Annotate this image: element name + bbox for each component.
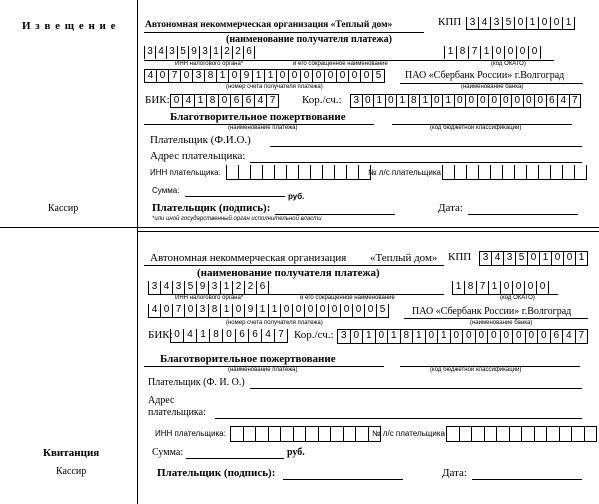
receipt-payer-line xyxy=(250,388,582,389)
payer-ls-cell[interactable] xyxy=(503,165,515,179)
notice-org-line xyxy=(144,32,424,33)
notice-address-line xyxy=(250,162,582,163)
kor-digit: 0 xyxy=(451,330,464,343)
notice-date-field[interactable] xyxy=(468,214,578,215)
oktmo-digit: 0 xyxy=(529,46,541,59)
notice-kpp-label: КПП xyxy=(438,16,462,28)
payer-ls-cell[interactable] xyxy=(510,427,523,441)
receipt-kpp-label: КПП xyxy=(448,251,472,263)
notice-inn-caption: ИНН налогового органа* xyxy=(175,61,244,67)
oktmo-digit: 0 xyxy=(513,281,525,294)
receipt-date-label: Дата: xyxy=(442,467,467,479)
notice-org-name: Автономная некоммерческая организация «Теплый дом» xyxy=(145,20,393,30)
kpp-digit: 3 xyxy=(491,17,503,29)
account-digit: 0 xyxy=(161,304,173,317)
bik-digit: 1 xyxy=(195,95,207,107)
account-digit: 0 xyxy=(361,70,373,82)
receipt-inn-cells xyxy=(148,281,269,294)
kor-digit: 1 xyxy=(443,95,455,107)
kpp-digit: 5 xyxy=(516,252,528,265)
account-digit: 5 xyxy=(373,70,385,82)
kpp-digit: 1 xyxy=(563,17,575,29)
inn-digit: 6 xyxy=(257,281,269,294)
kor-digit: 0 xyxy=(501,330,514,343)
kor-digit: 0 xyxy=(512,95,524,107)
account-digit: 1 xyxy=(253,70,265,82)
kpp-digit: 0 xyxy=(551,17,563,29)
payer-inn-cell[interactable] xyxy=(335,165,347,179)
kor-digit: 0 xyxy=(489,95,501,107)
kpp-digit: 0 xyxy=(552,252,564,265)
kpp-digit: 1 xyxy=(576,252,588,265)
kor-digit: 1 xyxy=(420,95,432,107)
notice-account-caption: (номер счета получателя платежа) xyxy=(226,84,323,90)
kor-digit: 6 xyxy=(547,95,559,107)
kor-digit: 0 xyxy=(476,330,489,343)
notice-rub-label: руб. xyxy=(288,192,305,201)
kor-digit: 0 xyxy=(463,330,476,343)
payer-inn-cell[interactable] xyxy=(269,427,282,441)
account-digit: 0 xyxy=(233,304,245,317)
receipt-purpose: Благотворительное пожертвование xyxy=(160,353,336,365)
oktmo-digit: 7 xyxy=(469,46,481,59)
notice-bik-label: БИК: xyxy=(145,94,170,106)
inn-digit: 9 xyxy=(189,46,200,59)
payer-inn-cell[interactable] xyxy=(227,165,239,179)
account-digit: 9 xyxy=(241,70,253,82)
notice-account-cells xyxy=(144,69,385,83)
kpp-digit: 0 xyxy=(515,17,527,29)
notice-kor-label: Кор./сч.: xyxy=(302,94,342,106)
payer-ls-cell[interactable] xyxy=(535,427,548,441)
kor-digit: 0 xyxy=(455,95,467,107)
bik-digit: 8 xyxy=(210,329,223,342)
payer-ls-cell[interactable] xyxy=(563,165,575,179)
oktmo-digit: 0 xyxy=(501,281,513,294)
kor-digit: 7 xyxy=(576,330,589,343)
payer-ls-cell[interactable] xyxy=(585,427,598,441)
oktmo-digit: 0 xyxy=(505,46,517,59)
payer-inn-cell[interactable] xyxy=(256,427,269,441)
bik-digit: 0 xyxy=(171,329,184,342)
bik-digit: 7 xyxy=(275,329,288,342)
account-digit: 7 xyxy=(173,304,185,317)
notice-purpose: Благотворительное пожертвование xyxy=(170,111,346,123)
oktmo-digit: 8 xyxy=(465,281,477,294)
receipt-payer-inn-cells[interactable] xyxy=(230,426,381,442)
inn-digit: 1 xyxy=(211,46,222,59)
payer-inn-cell[interactable] xyxy=(311,165,323,179)
notice-footnote: *или иной государственный орган исполнительной власти xyxy=(152,216,322,222)
receipt-short-caption: и его сокращенное наименование xyxy=(300,295,395,301)
receipt-inn-caption: ИНН налогового органа* xyxy=(175,295,244,301)
bik-digit: 0 xyxy=(219,95,231,107)
kor-digit: 8 xyxy=(401,330,414,343)
notice-oktmo-cells xyxy=(444,46,541,59)
kor-digit: 4 xyxy=(558,95,570,107)
payer-inn-cell[interactable] xyxy=(275,165,287,179)
payer-ls-cell[interactable] xyxy=(547,427,560,441)
receipt-sum-field[interactable] xyxy=(186,458,284,459)
kor-digit: 0 xyxy=(513,330,526,343)
kor-digit: 8 xyxy=(409,95,421,107)
inn-digit: 2 xyxy=(233,46,244,59)
account-digit: 1 xyxy=(265,70,277,82)
account-digit: 7 xyxy=(169,70,181,82)
account-digit: 0 xyxy=(305,304,317,317)
account-digit: 0 xyxy=(317,304,329,317)
notice-sum-label: Сумма: xyxy=(152,186,180,195)
kor-digit: 0 xyxy=(524,95,536,107)
kor-digit: 3 xyxy=(338,330,351,343)
account-digit: 0 xyxy=(353,304,365,317)
inn-digit: 2 xyxy=(222,46,233,59)
oktmo-digit: 1 xyxy=(489,281,501,294)
account-digit: 0 xyxy=(277,70,289,82)
notice-kor-cells xyxy=(350,94,581,108)
notice-address-label: Адрес плательщика: xyxy=(150,150,246,162)
receipt-kor-cells xyxy=(337,329,588,344)
bik-digit: 4 xyxy=(183,95,195,107)
account-digit: 0 xyxy=(325,70,337,82)
inn-digit: 3 xyxy=(145,46,156,59)
payer-inn-cell[interactable] xyxy=(281,427,294,441)
account-digit: 3 xyxy=(193,70,205,82)
kpp-digit: 1 xyxy=(527,17,539,29)
kor-digit: 0 xyxy=(376,330,389,343)
kor-digit: 1 xyxy=(438,330,451,343)
kpp-digit: 5 xyxy=(503,17,515,29)
account-digit: 0 xyxy=(289,70,301,82)
payer-inn-cell[interactable] xyxy=(231,427,244,441)
receipt-bank-caption: (наименование банка) xyxy=(470,320,533,326)
bik-digit: 6 xyxy=(243,95,255,107)
account-digit: 8 xyxy=(209,304,221,317)
bik-digit: 0 xyxy=(171,95,183,107)
kor-digit: 6 xyxy=(551,330,564,343)
account-digit: 0 xyxy=(341,304,353,317)
receipt-signature-field[interactable] xyxy=(283,479,403,480)
notice-sum-field[interactable] xyxy=(185,196,285,197)
bik-digit: 1 xyxy=(197,329,210,342)
receipt-bik-label: БИК: xyxy=(148,329,173,341)
inn-digit: 6 xyxy=(244,46,255,59)
bik-digit: 4 xyxy=(262,329,275,342)
kpp-digit: 3 xyxy=(467,17,479,29)
kor-digit: 0 xyxy=(426,330,439,343)
kpp-digit: 0 xyxy=(528,252,540,265)
bik-digit: 0 xyxy=(223,329,236,342)
kor-digit: 1 xyxy=(363,330,376,343)
account-digit: 4 xyxy=(149,304,161,317)
section-divider xyxy=(0,227,599,228)
payer-inn-cell[interactable] xyxy=(251,165,263,179)
section-divider-inner xyxy=(137,231,599,232)
inn-digit: 9 xyxy=(197,281,209,294)
payer-inn-cell[interactable] xyxy=(347,165,359,179)
notice-short-caption: и его сокращенное наименование xyxy=(293,61,388,67)
oktmo-digit: 0 xyxy=(517,46,529,59)
kpp-digit: 0 xyxy=(564,252,576,265)
payer-ls-cell[interactable] xyxy=(485,427,498,441)
payer-ls-cell[interactable] xyxy=(575,165,587,179)
receipt-address-line xyxy=(215,418,582,419)
account-digit: 1 xyxy=(217,70,229,82)
receipt-bank-name: ПАО «Сбербанк России» г.Волгоград xyxy=(412,306,572,317)
inn-digit: 3 xyxy=(173,281,185,294)
notice-payer-ls-label: № л/с плательщика xyxy=(368,168,441,177)
receipt-kpp-cells xyxy=(479,251,588,266)
kor-digit: 0 xyxy=(466,95,478,107)
kor-digit: 0 xyxy=(351,330,364,343)
inn-digit: 4 xyxy=(161,281,173,294)
kor-digit: 0 xyxy=(526,330,539,343)
payer-ls-cell[interactable] xyxy=(472,427,485,441)
kpp-digit: 3 xyxy=(480,252,492,265)
notice-payer-inn-label: ИНН плательщика: xyxy=(150,168,221,177)
notice-payer-inn-cells[interactable] xyxy=(226,165,371,180)
receipt-signature-label: Плательщик (подпись): xyxy=(157,467,276,479)
inn-digit: 3 xyxy=(200,46,211,59)
bik-digit: 6 xyxy=(231,95,243,107)
account-digit: 1 xyxy=(257,304,269,317)
notice-cashier-label: Кассир xyxy=(48,203,79,214)
kor-digit: 4 xyxy=(563,330,576,343)
payer-ls-cell[interactable] xyxy=(455,165,467,179)
notice-bik-cells xyxy=(170,94,279,108)
payer-ls-cell[interactable] xyxy=(572,427,585,441)
account-digit: 0 xyxy=(293,304,305,317)
receipt-date-field[interactable] xyxy=(472,479,582,480)
kor-digit: 0 xyxy=(386,95,398,107)
kor-digit: 0 xyxy=(363,95,375,107)
payer-inn-cell[interactable] xyxy=(331,427,344,441)
inn-digit: 3 xyxy=(167,46,178,59)
receipt-payer-ls-cells[interactable] xyxy=(446,426,597,442)
notice-date-label: Дата: xyxy=(438,202,463,214)
inn-digit: 2 xyxy=(245,281,257,294)
account-digit: 9 xyxy=(245,304,257,317)
bik-digit: 8 xyxy=(207,95,219,107)
receipt-bik-cells xyxy=(170,329,288,343)
kor-digit: 1 xyxy=(397,95,409,107)
kpp-digit: 4 xyxy=(492,252,504,265)
payer-inn-cell[interactable] xyxy=(344,427,357,441)
bik-digit: 4 xyxy=(184,329,197,342)
receipt-address-label: Адрес xyxy=(148,395,175,406)
notice-budget-caption: (код бюджетной классификации) xyxy=(430,125,522,131)
account-digit: 0 xyxy=(229,70,241,82)
payer-ls-cell[interactable] xyxy=(447,427,460,441)
account-digit: 0 xyxy=(349,70,361,82)
receipt-org-line xyxy=(144,265,444,266)
account-digit: 0 xyxy=(313,70,325,82)
inn-digit: 4 xyxy=(156,46,167,59)
receipt-payer-ls-label: № л/с плательщика xyxy=(372,429,445,438)
inn-digit: 3 xyxy=(209,281,221,294)
oktmo-digit: 1 xyxy=(445,46,457,59)
bik-digit: 4 xyxy=(255,95,267,107)
account-digit: 0 xyxy=(181,70,193,82)
receipt-oktmo-cells xyxy=(452,281,549,294)
account-digit: 4 xyxy=(145,70,157,82)
account-digit: 0 xyxy=(157,70,169,82)
inn-digit: 5 xyxy=(178,46,189,59)
notice-bank-caption: (наименование банка) xyxy=(461,84,524,90)
account-digit: 0 xyxy=(329,304,341,317)
kor-digit: 3 xyxy=(351,95,363,107)
kor-digit: 7 xyxy=(570,95,582,107)
payer-ls-cell[interactable] xyxy=(460,427,473,441)
payer-inn-cell[interactable] xyxy=(287,165,299,179)
payer-inn-cell[interactable] xyxy=(263,165,275,179)
kor-digit: 0 xyxy=(432,95,444,107)
receipt-account-cells xyxy=(148,304,389,318)
bik-digit: 7 xyxy=(267,95,279,107)
payer-ls-cell[interactable] xyxy=(491,165,503,179)
payer-inn-cell[interactable] xyxy=(319,427,332,441)
payer-ls-cell[interactable] xyxy=(527,165,539,179)
payer-ls-cell[interactable] xyxy=(467,165,479,179)
kor-digit: 1 xyxy=(413,330,426,343)
kpp-digit: 1 xyxy=(540,252,552,265)
left-column-divider xyxy=(137,0,138,504)
kor-digit: 0 xyxy=(488,330,501,343)
payer-inn-cell[interactable] xyxy=(306,427,319,441)
receipt-rub-label: руб. xyxy=(287,447,305,458)
payer-ls-cell[interactable] xyxy=(479,165,491,179)
kor-digit: 0 xyxy=(501,95,513,107)
payer-ls-cell[interactable] xyxy=(539,165,551,179)
kor-digit: 0 xyxy=(538,330,551,343)
account-digit: 3 xyxy=(197,304,209,317)
payer-ls-cell[interactable] xyxy=(515,165,527,179)
oktmo-digit: 1 xyxy=(453,281,465,294)
receipt-org-name-2: «Теплый дом» xyxy=(370,252,438,264)
account-digit: 1 xyxy=(221,304,233,317)
payer-ls-cell[interactable] xyxy=(560,427,573,441)
receipt-kor-label: Кор./сч.: xyxy=(294,329,334,341)
oktmo-digit: 7 xyxy=(477,281,489,294)
oktmo-digit: 8 xyxy=(457,46,469,59)
receipt-purpose-caption: (наименование платежа) xyxy=(228,367,298,373)
inn-digit: 3 xyxy=(149,281,161,294)
oktmo-digit: 0 xyxy=(537,281,549,294)
kor-digit: 1 xyxy=(374,95,386,107)
payer-ls-cell[interactable] xyxy=(551,165,563,179)
payer-inn-cell[interactable] xyxy=(323,165,335,179)
account-digit: 0 xyxy=(337,70,349,82)
notice-org-caption: (наименование получателя платежа) xyxy=(226,34,393,45)
account-digit: 1 xyxy=(269,304,281,317)
payer-ls-cell[interactable] xyxy=(522,427,535,441)
receipt-account-caption: (номер счета получателя платежа) xyxy=(226,320,323,326)
payer-ls-cell[interactable] xyxy=(497,427,510,441)
inn-digit: 5 xyxy=(185,281,197,294)
account-digit: 8 xyxy=(205,70,217,82)
account-digit: 5 xyxy=(377,304,389,317)
receipt-org-caption: (наименование получателя платежа) xyxy=(197,267,380,279)
receipt-bank-line xyxy=(404,318,588,319)
notice-signature-label: Плательщик (подпись): xyxy=(152,202,271,214)
kpp-digit: 4 xyxy=(479,17,491,29)
notice-payer-label: Плательщик (Ф.И.О.) xyxy=(150,134,251,146)
notice-inn-cells xyxy=(144,46,255,59)
payer-inn-cell[interactable] xyxy=(299,165,311,179)
kpp-digit: 0 xyxy=(539,17,551,29)
kor-digit: 0 xyxy=(535,95,547,107)
kor-digit: 1 xyxy=(388,330,401,343)
receipt-okato-caption: (код ОКАТО) xyxy=(500,295,535,301)
account-digit: 0 xyxy=(281,304,293,317)
notice-payer-line xyxy=(270,146,582,147)
oktmo-digit: 0 xyxy=(525,281,537,294)
receipt-sum-label: Сумма: xyxy=(152,447,184,458)
payer-inn-cell[interactable] xyxy=(356,427,369,441)
notice-heading: И з в е щ е н и е xyxy=(22,20,117,32)
kor-digit: 0 xyxy=(478,95,490,107)
payer-ls-cell[interactable] xyxy=(443,165,455,179)
inn-digit: 1 xyxy=(221,281,233,294)
oktmo-digit: 1 xyxy=(481,46,493,59)
receipt-budget-caption: (код бюджетной классификации) xyxy=(430,367,522,373)
payer-inn-cell[interactable] xyxy=(244,427,257,441)
notice-purpose-caption: (наименование платежа) xyxy=(228,125,298,131)
account-digit: 0 xyxy=(365,304,377,317)
notice-payer-ls-cells[interactable] xyxy=(442,165,587,180)
notice-okato-caption: (код ОКАТО) xyxy=(491,61,526,67)
receipt-heading: Квитанция xyxy=(43,447,100,459)
receipt-payer-inn-label: ИНН плательщика: xyxy=(155,429,226,438)
kpp-digit: 3 xyxy=(504,252,516,265)
notice-bank-name: ПАО «Сбербанк России» г.Волгоград xyxy=(405,70,565,81)
account-digit: 0 xyxy=(185,304,197,317)
receipt-payer-label: Плательщик (Ф. И. О.) xyxy=(148,377,245,388)
inn-digit: 2 xyxy=(233,281,245,294)
notice-signature-field[interactable] xyxy=(275,214,395,215)
oktmo-digit: 0 xyxy=(493,46,505,59)
payer-inn-cell[interactable] xyxy=(239,165,251,179)
receipt-cashier-label: Кассир xyxy=(56,466,87,477)
payer-inn-cell[interactable] xyxy=(294,427,307,441)
receipt-org-name: Автономная некоммерческая организация xyxy=(150,252,347,264)
bik-digit: 6 xyxy=(236,329,249,342)
account-digit: 0 xyxy=(301,70,313,82)
receipt-address-label-2: плательщика: xyxy=(148,407,206,418)
notice-kpp-cells xyxy=(466,17,575,30)
bik-digit: 6 xyxy=(249,329,262,342)
